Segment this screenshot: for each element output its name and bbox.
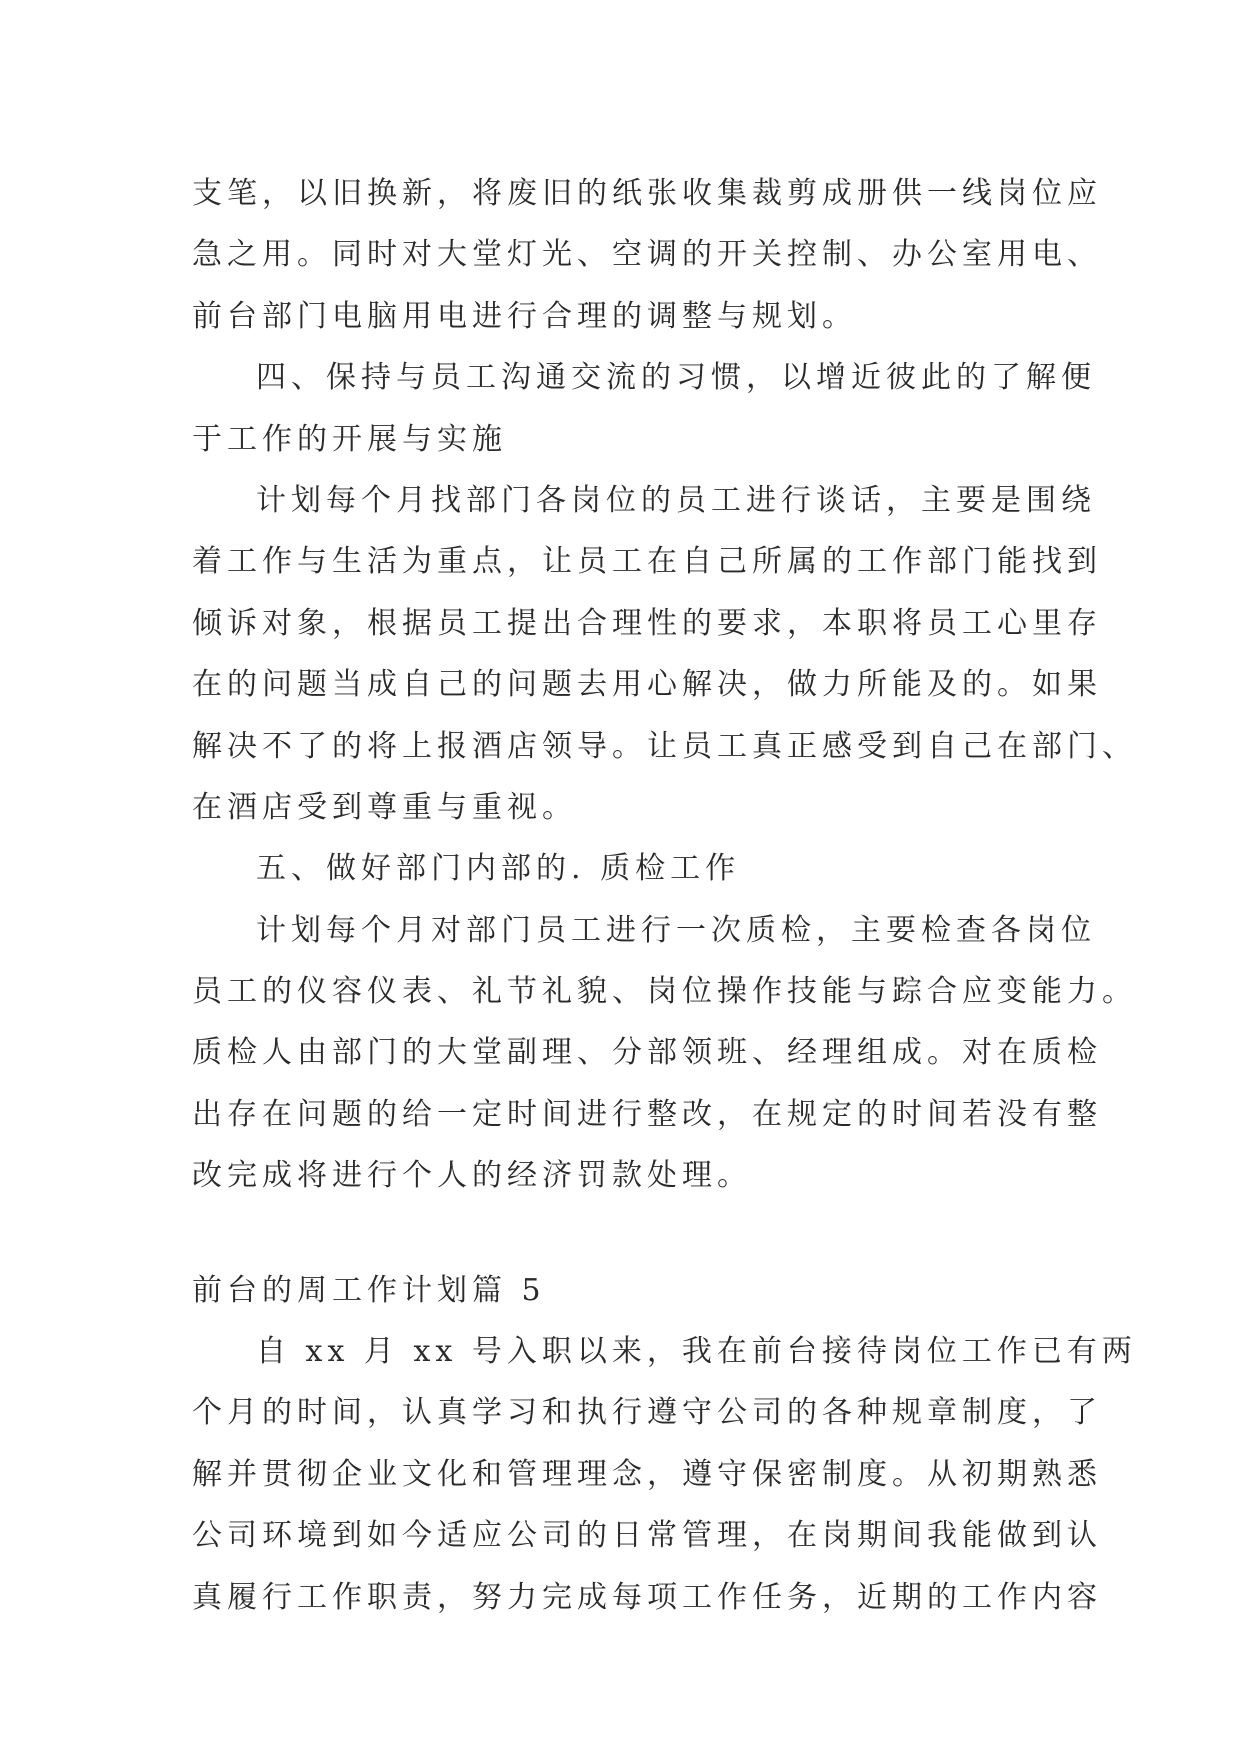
text-line: 于工作的开展与实施 (192, 421, 507, 457)
text-line: 着工作与生活为重点，让员工在自己所属的工作部门能找到 (192, 544, 1102, 580)
document-body (192, 163, 1137, 1628)
heading-five: 五、做好部门内部的. 质检工作 (256, 851, 741, 887)
section-title: 前台的周工作计划篇 5 (192, 1272, 546, 1308)
text-line: 急之用。同时对大堂灯光、空调的开关控制、办公室用电、 (192, 237, 1102, 273)
paragraph-start: 自 xx 月 xx 号入职以来，我在前台接待岗位工作已有两 (256, 1334, 1137, 1370)
text-line: 倾诉对象，根据员工提出合理性的要求，本职将员工心里存 (192, 605, 1102, 641)
text-line: 在的问题当成自己的问题去用心解决，做力所能及的。如果 (192, 667, 1102, 703)
text-line: 质检人由部门的大堂副理、分部领班、经理组成。对在质检 (192, 1035, 1102, 1071)
text-line: 解决不了的将上报酒店领导。让员工真正感受到自己在部门、 (192, 728, 1137, 764)
section-gap (192, 1207, 1052, 1260)
text-line: 公司环境到如今适应公司的日常管理，在岗期间我能做到认 (192, 1518, 1102, 1554)
text-line: 解并贯彻企业文化和管理理念，遵守保密制度。从初期熟悉 (192, 1456, 1102, 1492)
text-line: 个月的时间，认真学习和执行遵守公司的各种规章制度，了 (192, 1395, 1102, 1431)
text-line: 出存在问题的给一定时间进行整改，在规定的时间若没有整 (192, 1096, 1102, 1132)
text-line: 在酒店受到尊重与重视。 (192, 789, 577, 825)
paragraph-start: 计划每个月找部门各岗位的员工进行谈话，主要是围绕 (256, 482, 1096, 518)
text-line: 前台部门电脑用电进行合理的调整与规划。 (192, 298, 857, 334)
text-line: 真履行工作职责，努力完成每项工作任务，近期的工作内容 (192, 1579, 1102, 1615)
paragraph-start: 计划每个月对部门员工进行一次质检，主要检查各岗位 (256, 912, 1096, 948)
text-line: 支笔，以旧换新，将废旧的纸张收集裁剪成册供一线岗位应 (192, 176, 1102, 211)
text-line: 改完成将进行个人的经济罚款处理。 (192, 1158, 752, 1194)
text-line: 员工的仪容仪表、礼节礼貌、岗位操作技能与踪合应变能力。 (192, 974, 1137, 1010)
heading-four: 四、保持与员工沟通交流的习惯，以增近彼此的了解便 (256, 360, 1096, 396)
